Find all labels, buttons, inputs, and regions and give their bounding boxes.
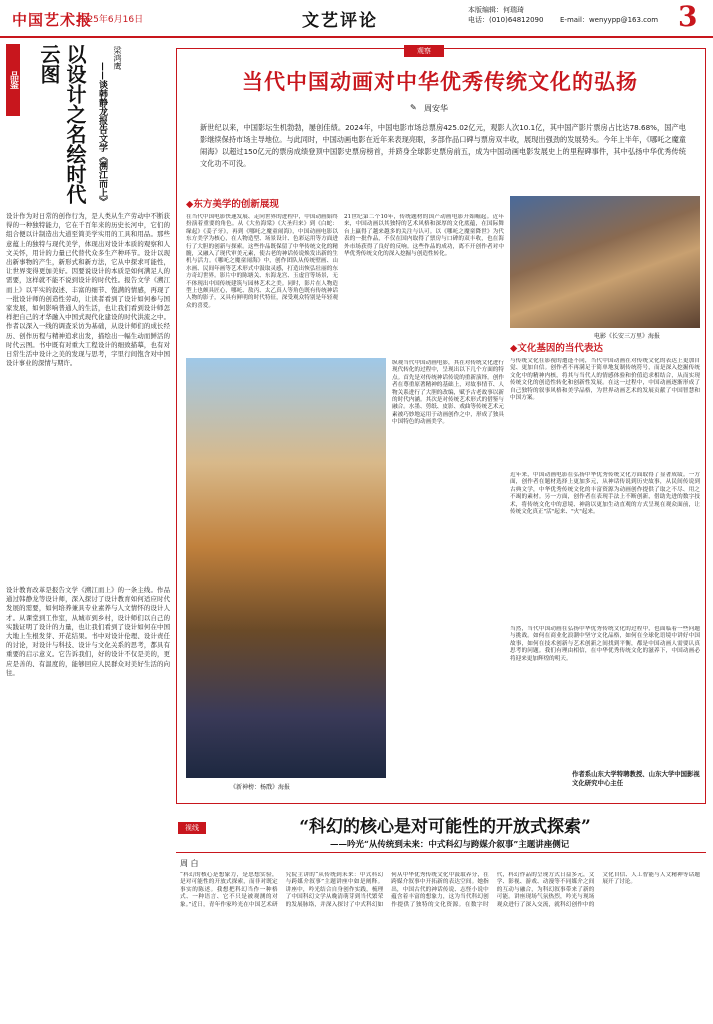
editor-email: E-mail：wenyypp@163.com — [560, 16, 659, 24]
film-still-caption: 电影《长安三万里》海报 — [594, 333, 661, 340]
left-article-body-2: 设计教育改革是报告文学《溯江而上》的一条主线。作品通过韩静龙等设计师，深入探讨了设计教育如何适应时代发展的需要，如何培养兼具专业素养与人文情怀的设计人才。从课堂到工作室，从城市到乡村，设计师们以自己的实践证明了设计的力量，也让我们看到了设计如何在中国大地上生根发芽、开花结果。书中对设计伦理、设计责任的讨论，对设计与科技、设计与文化关系的思考，都具有重要的启示意义。它告诉我们，好的设计不仅是美的，更应是善的、有温度的，能够回应人民群众对美好生活的向往。 — [6, 586, 170, 677]
section1-body-3: 纵观当代中国动画电影，其在对传统文化进行现代转化的过程中，呈现出以下几个方面的特点。首先是对传统神话传说的重新演绎。创作者在尊重原著精神的基础上，对故事情节、人物关系进行了大胆的改编，赋予古老故事以新的时代内涵。其次是对传统艺术形式的借鉴与融合。水墨、剪纸、皮影、戏曲等传统艺术元素被巧妙地运用于动画创作之中，形成了独具中国特色的动画美学。 — [392, 360, 504, 426]
section1-body-2: 21世纪第二个10年，传统题材的国产动画电影开始崛起。近年来，中国动画以其独特的艺术风格和深厚的文化底蕴，在国际舞台上赢得了越来越多的关注与认可。以《哪吒之魔童降世》为代表的一批作品，不仅在国内取得了票房与口碑的双丰收，也在海外市场获得了良好的反响。这些作品的成功，离不开创作者对中华优秀传统文化的深入挖掘与创造性转化。 — [344, 214, 504, 258]
left-article-body: 设计作为对日常的创作行为，是人类从生产劳动中不断获得的一种独特能力，它在千百年来的历史长河中，它们的组合便以计制造出大道至简美学实用的工具和用品。那些意蕴上的独特与现代美学，体现出对设计本质的观察和人文关怀，用计的力量已代替代众多生产种环节。设计以现出新事物的产生，新形式和新方法，它从中探求可能性，让世界变得更加美好。因要说设计的本质是如何满足人的需要，这样就不能不说到设计的时代性。报告文学《溯江而上》以平实的叙述、丰富的细节、饱满的情感，再现了一批设计师的创造性劳动，让读者看到了设计如何参与国家发展，如何影响普通人的生活，也让我们看到设计师怎样把自己的才华融入中国式现代化建设的时代洪流之中。作者以深入一线的调查采访为基础，从设计师们的成长经历、创作历程与精神追求出发，描绘出一幅生动而鲜活的时代云图。书中既有对重大工程设计的细致描摹，也有对日常生活中设计之美的发现与思考，字里行间饱含对中国设计事业的深情与期许。 — [6, 212, 170, 368]
page-number: 3 — [678, 0, 698, 33]
header-rule — [0, 36, 713, 38]
section-title: 文艺评论 — [302, 11, 378, 31]
section1-body: 在当代中国电影快速发展、走向世界的进程中，中国动画始终扮演着重要的角色。从《大鱼海棠》《大圣归来》到《白蛇：缘起》《姜子牙》，再到《哪吒之魔童闹海》，中国动画电影以东方美学为核心，在人物造型、场景设计、色彩运用等方面进行了大胆的创新与探索。这些作品既保留了中华传统文化的精髓，又融入了现代审美元素，使古老的神话传说焕发出新的生机与活力。《哪吒之魔童闹海》中，创作团队从传统壁画、山水画、民间年画等艺术形式中汲取灵感，打造出恢弘壮丽的东方奇幻世界。影片中的陈塘关、东海龙宫、玉虚宫等场景，无不体现出中国传统建筑与园林艺术之美。同时，影片在人物造型上也颇具匠心，哪吒、敖丙、太乙真人等角色既有传统神话人物的影子，又具有鲜明的时代特征，深受观众特别是年轻观众的喜爱。 — [186, 214, 338, 309]
main-article-title: 当代中国动画对中华优秀传统文化的弘扬 — [242, 69, 638, 94]
left-article-author: 梁鸿鹰 — [113, 46, 122, 70]
main-article-tag: 观察 — [404, 45, 444, 57]
main-article-lead: 新世纪以来，中国影坛生机勃勃，屡创佳绩。2024年，中国电影市场总票房425.02亿元，观影人次10.1亿，其中国产影片票房占比达78.68%，国产电影继续保持市场主导地位。与此同时，中国动画电影在近年来表现亮眼，多部作品口碑与票房双丰收，展现出强劲的发展势头。今年上半年，《哪吒之魔童闹海》以超过150亿元的票房成绩登顶中国影史票房榜首，并跻身全球影史票房前五，成为中国动画电影发展史上的里程碑事件，其中弘扬中华优秀传统文化功不可没。 — [200, 123, 686, 168]
editor-credit: 本版编辑：何瑞琦 — [468, 6, 524, 14]
section1-heading — [186, 196, 279, 210]
left-article-tag: 品鉴 — [6, 44, 20, 116]
masthead-logo: 中国艺术报 — [12, 11, 93, 29]
film-poster-image — [186, 358, 386, 778]
left-article-subtitle: ——谈韩静龙报告文学《溯江而上》 — [97, 62, 107, 206]
author-affiliation: 作者系山东大学特聘教授、山东大学中国影视文化研究中心主任 — [572, 770, 700, 787]
editor-tel: 电话：(010)64812090 — [468, 16, 544, 24]
bottom-rule — [176, 852, 706, 853]
film-still-image — [510, 196, 700, 328]
section2-heading-text: 文化基因的当代表达 — [517, 343, 603, 354]
issue-date: 2025年6月16日 — [76, 15, 144, 25]
section2-body: 与传统文化在影视的遭逢不同，当代中国动画在对传统文化的表达上更加自觉、更加自信。创作者不再满足于简单地复制传统符号，而是深入挖掘传统文化中的精神内核，将其与当代人的情感体验和价值追求相结合，从而实现传统文化的创造性转化和创新性发展。在这一过程中，中国动画逐渐形成了自己独特的叙事风格和美学品格，为世界动画艺术的发展贡献了中国智慧和中国方案。 — [510, 358, 700, 402]
section2-body-3: 当然，当代中国动画在弘扬中华优秀传统文化的过程中，也面临着一些问题与挑战。如何在商业化浪潮中坚守文化品格，如何在全球化语境中讲好中国故事，如何在技术创新与艺术创新之间找到平衡，都是中国动画人需要认真思考的问题。我们有理由相信，在中华优秀传统文化的滋养下，中国动画必将迎来更加辉煌的明天。 — [510, 626, 700, 662]
diamond-icon: ◆ — [510, 343, 518, 354]
pen-icon: ✎ — [410, 103, 417, 112]
bottom-article-tag: 视线 — [178, 822, 206, 834]
bottom-article-subtitle: ——吟光“从传统到未来：中式科幻与跨媒介叙事”主题讲座侧记 — [330, 840, 570, 850]
bottom-article-title: “科幻的核心是对可能性的开放式探索” — [299, 817, 591, 837]
section2-body-2: 近年来，中国动画电影在弘扬中华优秀传统文化方面取得了显著成绩。一方面，创作者在题材选择上更加多元，从神话传说到历史故事，从民间传说到古典文学，中华优秀传统文化的丰富资源为动画创作提供了取之不尽、用之不竭的素材。另一方面，创作者在表现手法上不断创新，借助先进的数字技术，将传统文化中的意境、神韵以更加生动直观的方式呈现在观众面前，让传统文化真正"活"起来、"火"起来。 — [510, 472, 700, 516]
main-article-author: 周安华 — [424, 104, 448, 113]
section2-heading — [510, 340, 603, 354]
poster-caption: 《新神榜：杨戬》海报 — [230, 784, 291, 791]
section1-heading-text: 东方美学的创新展现 — [193, 199, 279, 210]
bottom-article-author: 周 白 — [180, 859, 199, 868]
bottom-article-body: “科幻的核心是想象力，是思想实验，是对可能性的开放式探索，而非对既定事实的陈述。我想把科幻当作一种格式、一种语言、它不只是被观测的对象。”近日，青年作家吟光在中国艺术研究院主讲的“从传统到未来：中式科幻与跨媒介叙事”主题讲座中如是阐释。讲座中，吟光结合自身创作实践，梳理了中国科幻文学从晚清萌芽到当代繁荣的发展脉络，并深入探讨了中式科幻如何从中华优秀传统文化中汲取养分，在跨媒介叙事中开拓新的表达空间。她指出，中国古代的神话传说、志怪小说中蕴含着丰富的想象力，这为当代科幻创作提供了独特的文化资源。在数字时代，科幻作品的呈现方式日益多元，文学、影视、游戏、动漫等不同媒介之间的互动与融合，为科幻叙事带来了新的可能。讲座现场气氛热烈，吟光与现场观众进行了深入交流，就科幻创作中的文化自信、人工智能与人文精神等话题展开了讨论。 — [180, 872, 700, 908]
left-article-title: 以设计之名绘时代云图 — [37, 44, 87, 204]
diamond-icon: ◆ — [186, 199, 194, 210]
